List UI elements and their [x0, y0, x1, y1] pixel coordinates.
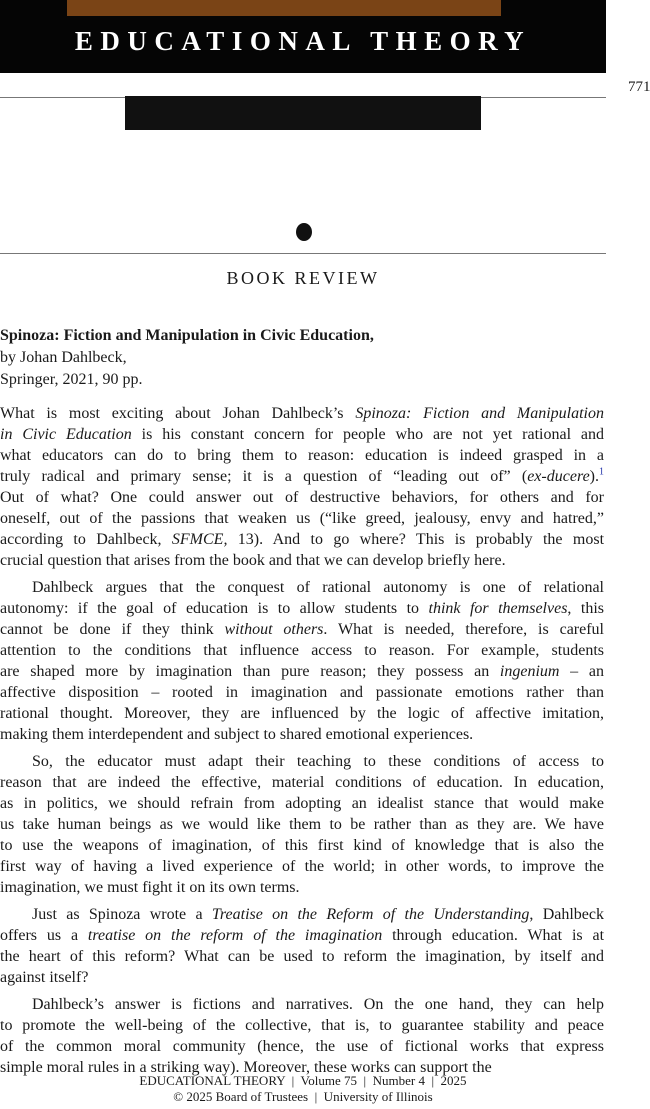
text-line [0, 598, 604, 619]
text-line [0, 466, 604, 487]
text-run: rational thought. Moreover, they are influenced by the logic of affective imitation, [0, 705, 604, 722]
text-run: affective disposition – rooted in imagination and passionate emotions rather than [0, 684, 604, 701]
paragraph [0, 577, 604, 745]
text-line [0, 640, 604, 661]
text-line [0, 508, 604, 529]
text-line [0, 967, 604, 988]
text-run: think for themselves [428, 600, 568, 617]
text-run: making them interdependent and subject to shared emotional experiences. [0, 726, 474, 743]
text-line [0, 925, 604, 946]
text-run: are shaped more by imagination than pure reason; they possess an [0, 663, 500, 680]
text-run: crucial question that arises from the book and that we can develop briefly here. [0, 552, 506, 569]
text-run: Dahlbeck argues that the conquest of rational autonomy is one of relational [32, 579, 604, 596]
section-heading: BOOK REVIEW [226, 268, 380, 288]
text-run: ex-ducere [527, 468, 590, 485]
header-block [125, 96, 481, 130]
text-run: Dahlbeck’s answer is fictions and narratives. On the one hand, they can help [32, 996, 604, 1013]
text-run: the heart of this reform? What can be used to reform the imagination, by itself and [0, 948, 604, 965]
paragraph [0, 403, 604, 571]
text-run: offers us a [0, 927, 88, 944]
text-line [0, 856, 604, 877]
text-line [0, 445, 604, 466]
text-line [0, 703, 604, 724]
text-run: in Civic Education [0, 426, 132, 443]
text-run: of the common moral community (hence, the use of fictional works that express [0, 1038, 604, 1055]
text-run: attention to the conditions that influence access to reason. For example, students [0, 642, 604, 659]
text-line [0, 724, 604, 745]
text-line [0, 946, 604, 967]
text-line [0, 577, 604, 598]
text-line [0, 619, 604, 640]
text-line [0, 793, 604, 814]
text-run: as in politics, we should refrain from adopting an idealist stance that would make [0, 795, 604, 812]
text-run: Treatise on the Reform of the Understanding [211, 906, 530, 923]
text-run: against itself? [0, 969, 89, 986]
book-citation [0, 325, 374, 391]
journal-header-banner [0, 0, 606, 73]
text-run: to promote the well-being of the collective, that is, to guarantee stability and peace [0, 1017, 604, 1034]
page-footer [0, 1073, 606, 1105]
text-run: imagination, we must fight it on its own terms. [0, 879, 300, 896]
paragraph [0, 904, 604, 988]
text-line [0, 1036, 604, 1057]
text-run: cannot be done if they think [0, 621, 225, 638]
text-run: to use the weapons of imagination, of this first kind of knowledge that is also the [0, 837, 604, 854]
text-run: Spinoza: Fiction and Manipulation [355, 405, 605, 422]
text-run: What is most exciting about Johan Dahlbeck’s [0, 405, 356, 422]
book-publisher: Springer, 2021, 90 pp. [0, 371, 143, 388]
text-line [0, 661, 604, 682]
text-run: 13). And to go where? This is probably the most [227, 531, 605, 548]
text-run: . What is needed, therefore, is careful [323, 621, 605, 638]
text-line [0, 835, 604, 856]
section-dot [296, 223, 312, 241]
text-run: Out of what? One could answer out of destructive behaviors, for others and for [0, 489, 604, 506]
header-accent-bar [67, 0, 501, 16]
text-run: – an [559, 663, 604, 680]
text-run: us take human beings as we would like them to be rather than as they are. We have [0, 816, 604, 833]
text-line [0, 487, 604, 508]
text-run: Just as Spinoza wrote a [32, 906, 212, 923]
text-run: oneself, out of the passions that weaken us (“like greed, jealousy, envy and hatred,” [0, 510, 604, 527]
text-run: is his constant concern for people who are not yet rational and [131, 426, 604, 443]
text-run: treatise on the reform of the imagination [87, 927, 383, 944]
text-line [0, 751, 604, 772]
text-line [0, 1015, 604, 1036]
text-run: , this [567, 600, 605, 617]
text-line [0, 424, 604, 445]
text-run: through education. What is at [382, 927, 605, 944]
footer-journal-info: EDUCATIONAL THEORY | Volume 75 | Number 4 | 2025 [139, 1073, 467, 1088]
text-line [0, 994, 604, 1015]
text-run: autonomy: if the goal of education is to allow students to [0, 600, 429, 617]
text-run: ). [589, 468, 599, 485]
paragraph [0, 751, 604, 898]
text-line [0, 904, 604, 925]
text-line [0, 814, 604, 835]
text-run: , Dahlbeck [529, 906, 604, 923]
text-run: SFMCE, [171, 531, 228, 548]
text-run: without others [224, 621, 324, 638]
text-line [0, 772, 604, 793]
section-rule [0, 253, 606, 254]
review-body [0, 403, 604, 1084]
text-run: simple moral rules in a striking way). Moreover, these works can support the [0, 1059, 492, 1076]
text-run: ingenium [499, 663, 560, 680]
journal-title: EDUCATIONAL THEORY [74, 26, 532, 56]
text-run: what educators can do to bring them to reason: education is indeed grasped in a [0, 447, 604, 464]
footnote-marker[interactable]: 1 [599, 466, 604, 478]
text-line [0, 550, 604, 571]
text-line [0, 877, 604, 898]
footer-copyright: © 2025 Board of Trustees | University of Illinois [173, 1089, 433, 1104]
text-run: first way of having a lived experience of the world; in other words, to improve the [0, 858, 604, 875]
text-line [0, 403, 604, 424]
text-line [0, 682, 604, 703]
text-run: according to Dahlbeck, [0, 531, 172, 548]
book-title: Spinoza: Fiction and Manipulation in Civic Education, [0, 327, 374, 344]
book-author: by Johan Dahlbeck, [0, 349, 127, 366]
text-line [0, 529, 604, 550]
text-run: truly radical and primary sense; it is a question of “leading out of” ( [0, 468, 528, 485]
page-number: 771 [628, 79, 650, 95]
text-run: So, the educator must adapt their teaching to these conditions of access to [32, 753, 604, 770]
text-run: reason that are indeed the effective, material conditions of education. In education, [0, 774, 604, 791]
paragraph [0, 994, 604, 1078]
